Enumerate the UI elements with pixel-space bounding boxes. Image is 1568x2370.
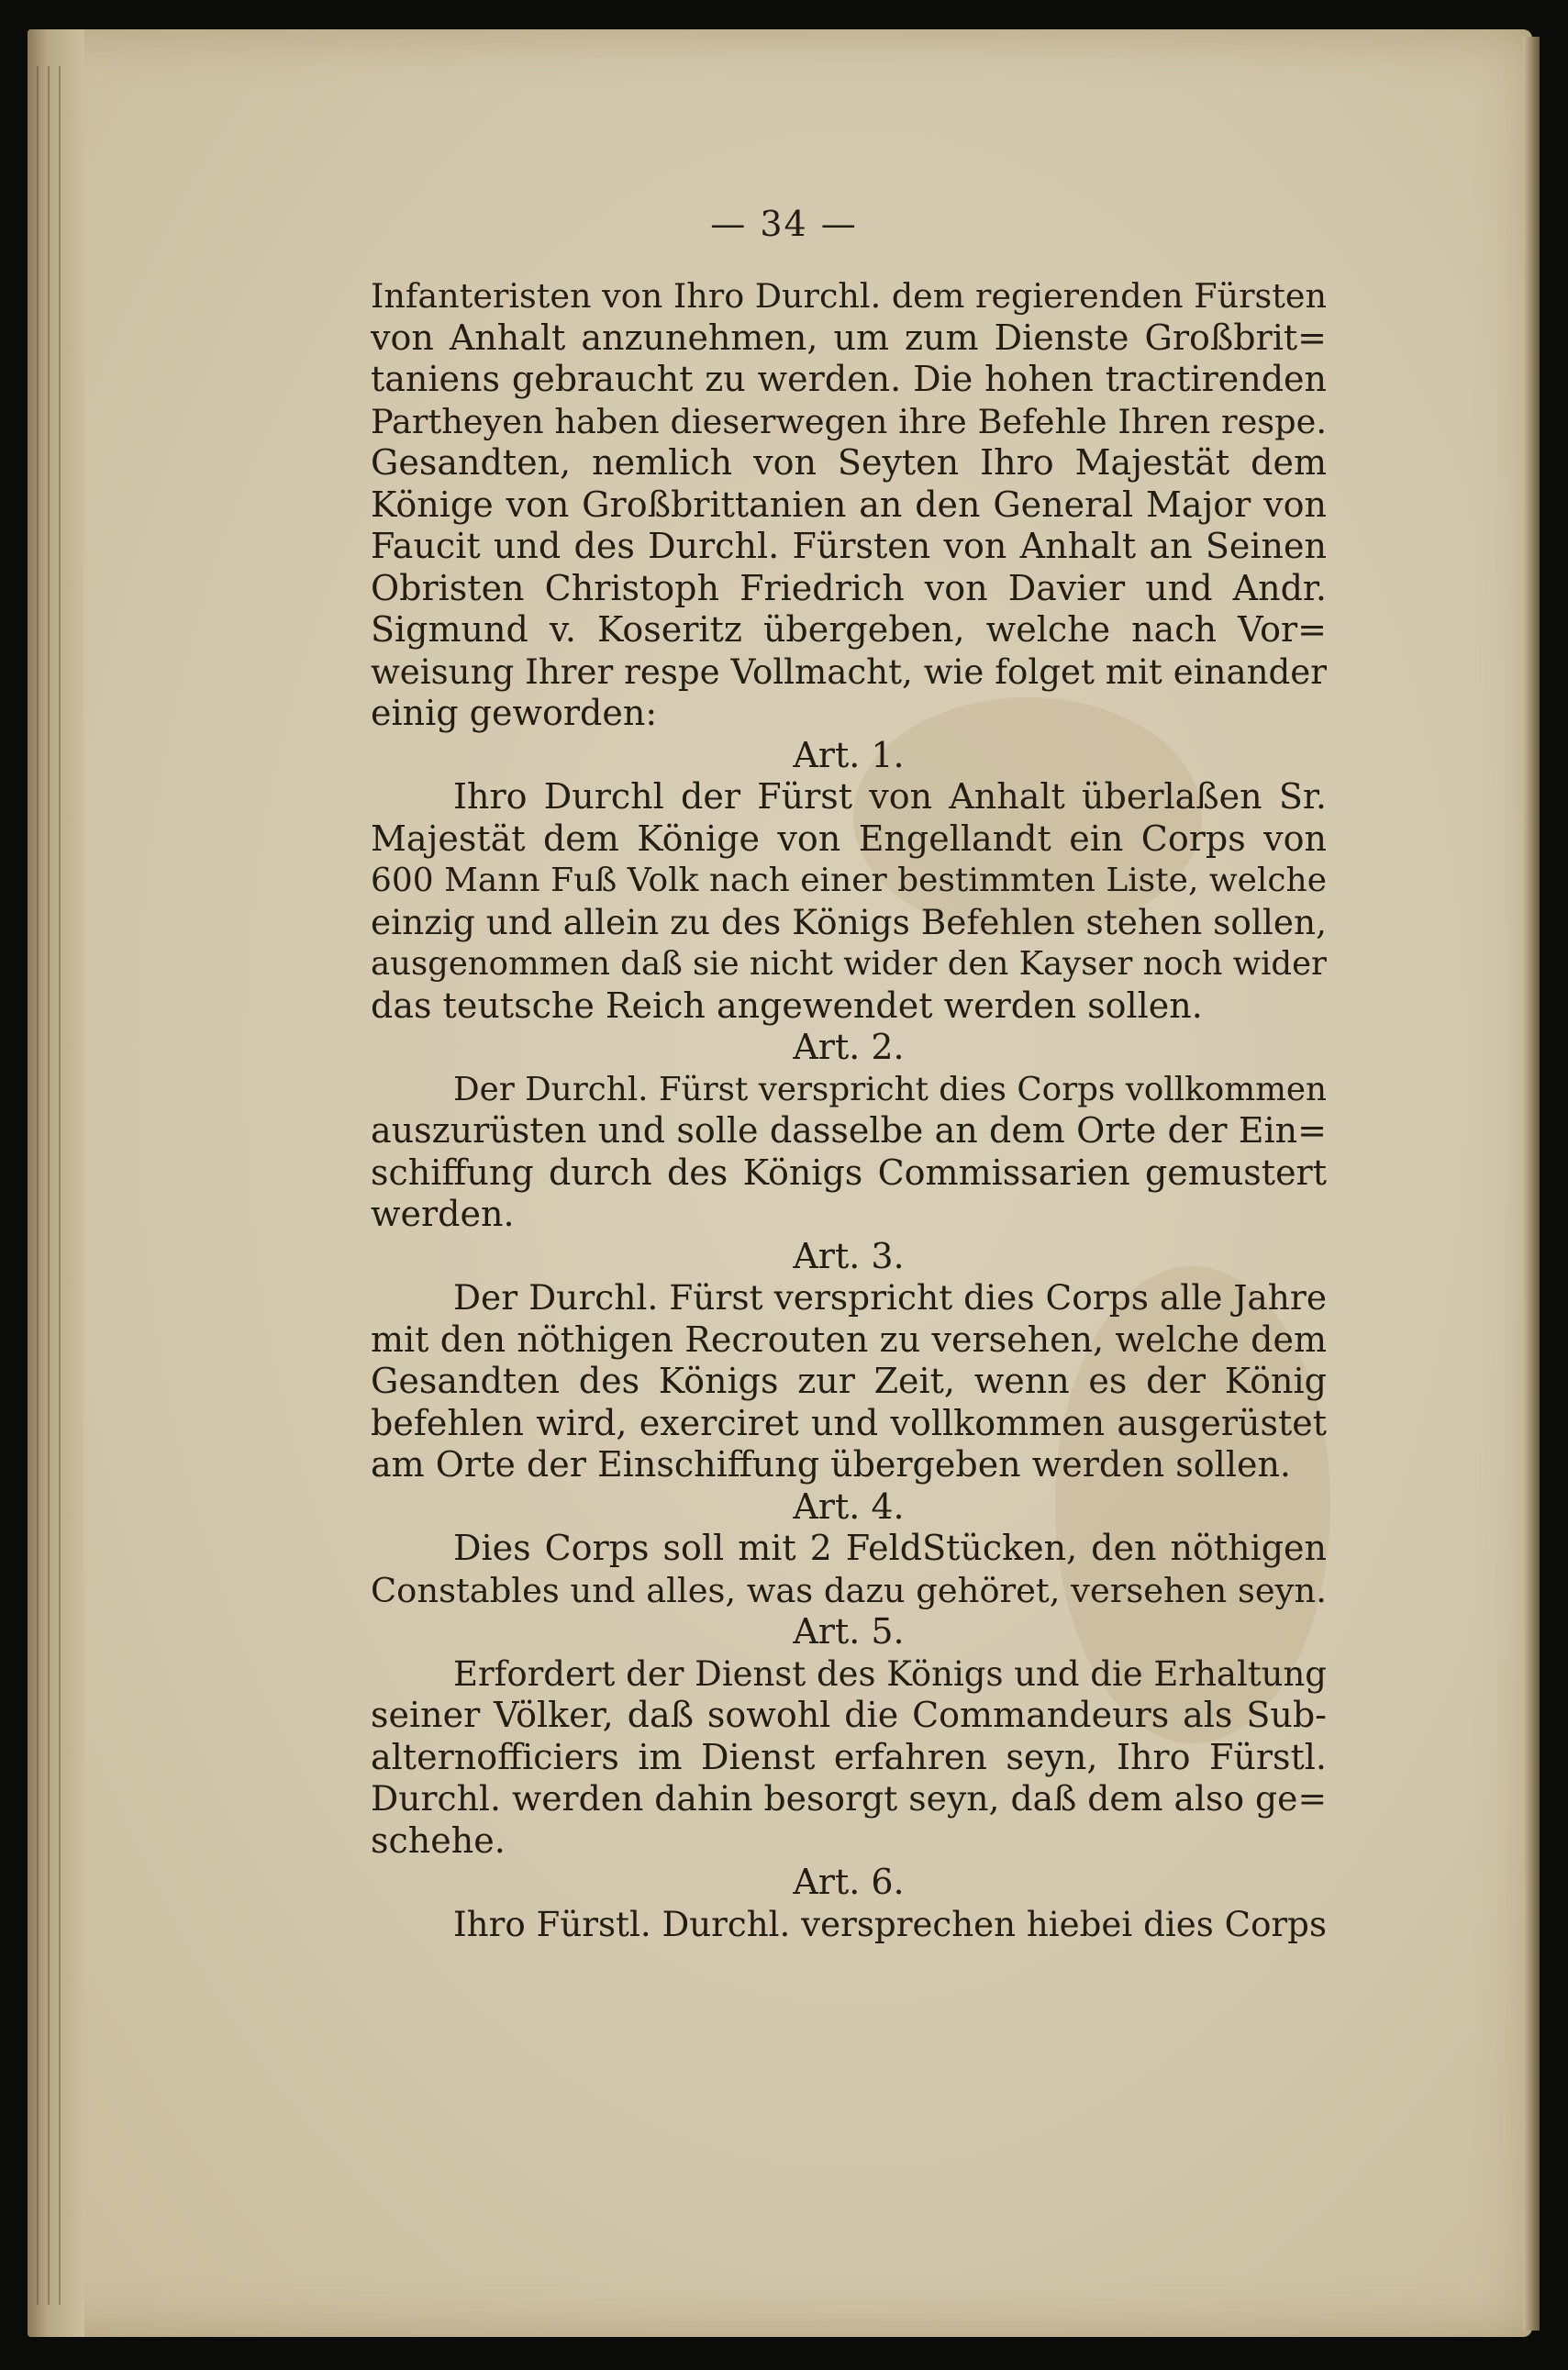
body-text: [371, 275, 1327, 1945]
text-line: Infanteristen von Ihro Durchl. dem regierenden Fürsten: [371, 276, 1327, 316]
text-line: seiner Völker, daß sowohl die Commandeurs als Sub-: [371, 1695, 1327, 1735]
article-heading: Art. 2.: [793, 1027, 905, 1067]
text-line: Dies Corps soll mit 2 FeldStücken, den nöthigen: [453, 1528, 1327, 1568]
text-line: 600 Mann Fuß Volk nach einer bestimmten Liste, welche: [371, 862, 1327, 899]
page-number: — 34 —: [710, 204, 858, 244]
page-edge: [1523, 37, 1540, 2331]
text-line: Partheyen haben dieserwegen ihre Befehle Ihren respe.: [371, 401, 1327, 441]
article-heading: Art. 1.: [793, 734, 905, 775]
text-line: am Orte der Einschiffung übergeben werden sollen.: [371, 1444, 1292, 1485]
text-line: Gesandten, nemlich von Seyten Ihro Majestät dem: [371, 442, 1327, 483]
text-line: Gesandten des Königs zur Zeit, wenn es der König: [371, 1361, 1327, 1401]
text-line: Der Durchl. Fürst verspricht dies Corps vollkommen: [453, 1070, 1327, 1108]
text-line: Durchl. werden dahin besorgt seyn, daß dem also ge=: [371, 1778, 1328, 1819]
text-line: befehlen wird, exerciret und vollkommen ausgerüstet: [371, 1402, 1327, 1443]
text-line: taniens gebraucht zu werden. Die hohen tractirenden: [371, 359, 1327, 399]
text-line: schiffung durch des Königs Commissarien gemustert: [371, 1152, 1327, 1193]
text-line: auszurüsten und solle dasselbe an dem Orte der Ein=: [371, 1110, 1327, 1151]
page-gutter: [28, 29, 84, 2337]
text-line: Könige von Großbrittanien an den General Major von: [371, 484, 1327, 525]
text-line: Ihro Durchl der Fürst von Anhalt überlaßen Sr.: [453, 776, 1327, 817]
text-line: einzig und allein zu des Königs Befehlen stehen sollen,: [371, 901, 1327, 942]
text-line: einig geworden:: [371, 693, 658, 733]
text-line: Sigmund v. Koseritz übergeben, welche nach Vor=: [371, 609, 1327, 650]
text-line: schehe.: [371, 1819, 506, 1861]
article-heading: Art. 3.: [793, 1235, 905, 1276]
gutter-line: [48, 66, 50, 2305]
article-heading: Art. 5.: [793, 1611, 905, 1652]
text-line: Faucit und des Durchl. Fürsten von Anhalt an Seinen: [371, 526, 1327, 566]
text-line: ausgenommen daß sie nicht wider den Kayser noch wider: [371, 945, 1327, 983]
text-line: weisung Ihrer respe Vollmacht, wie folget mit einander: [371, 651, 1327, 692]
text-line: Obristen Christoph Friedrich von Davier und Andr.: [371, 567, 1327, 608]
text-line: Der Durchl. Fürst verspricht dies Corps alle Jahre: [453, 1277, 1327, 1318]
text-line: Majestät dem Könige von Engellandt ein Corps von: [371, 818, 1327, 859]
text-line: Constables und alles, was dazu gehöret, versehen seyn.: [371, 1570, 1327, 1610]
text-line: Ihro Fürstl. Durchl. versprechen hiebei dies Corps: [453, 1904, 1327, 1944]
text-line: von Anhalt anzunehmen, um zum Dienste Großbrit=: [371, 317, 1327, 358]
text-line: alternofficiers im Dienst erfahren seyn, Ihro Fürstl.: [371, 1736, 1327, 1777]
text-line: werden.: [371, 1194, 515, 1234]
gutter-line: [37, 66, 39, 2305]
article-heading: Art. 4.: [793, 1485, 905, 1527]
text-line: das teutsche Reich angewendet werden sollen.: [371, 985, 1203, 1026]
text-line: mit den nöthigen Recrouten zu versehen, welche dem: [371, 1319, 1327, 1360]
text-line: Erfordert der Dienst des Königs und die Erhaltung: [453, 1653, 1327, 1694]
gutter-line: [59, 66, 61, 2305]
article-heading: Art. 6.: [793, 1862, 905, 1902]
